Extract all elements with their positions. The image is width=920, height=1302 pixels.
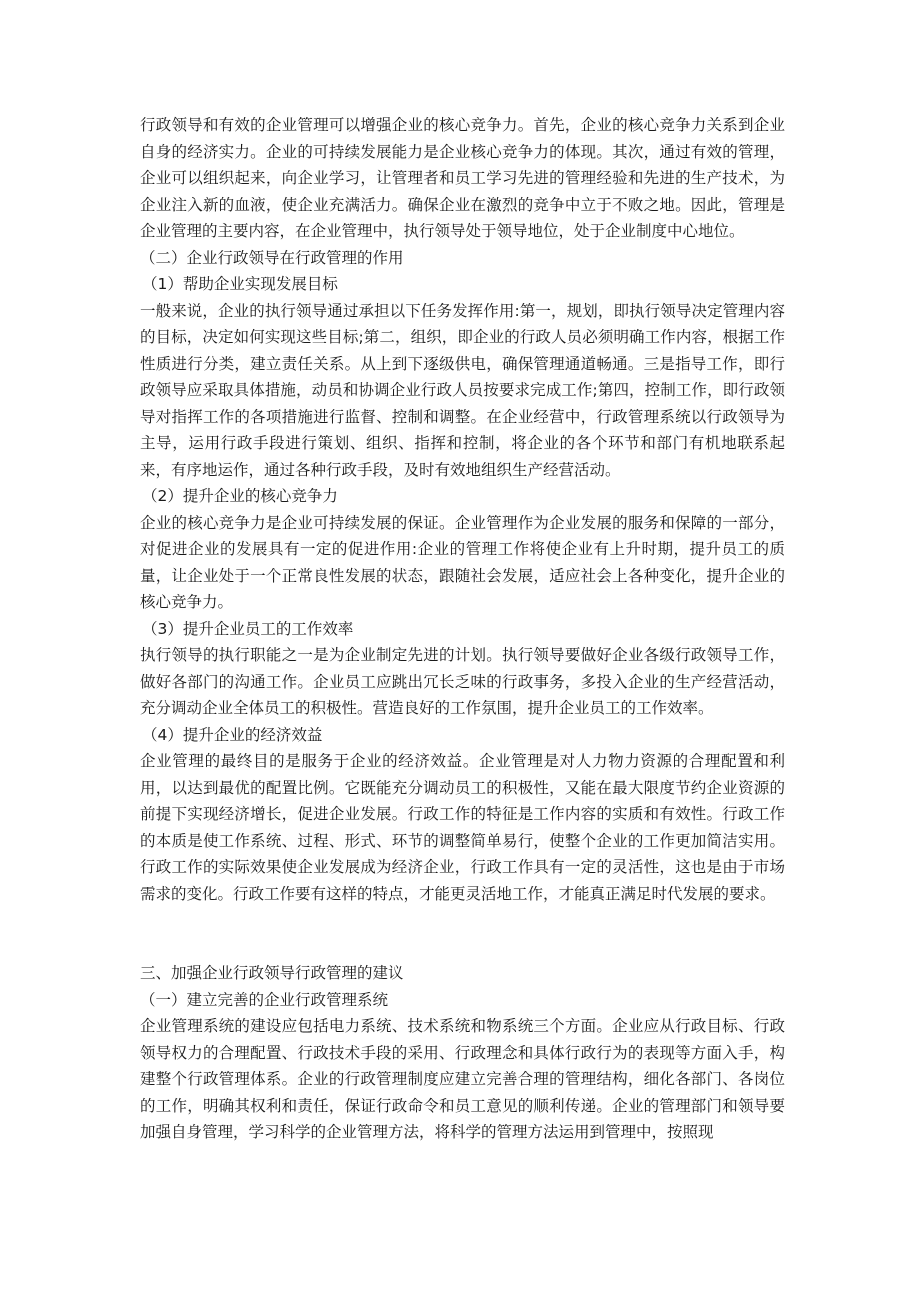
section-gap <box>140 907 785 960</box>
section-heading-role: （二）企业行政领导在行政管理的作用 <box>140 248 404 267</box>
paragraph-system: 企业管理系统的建设应包括电力系统、技术系统和物系统三个方面。企业应从行政目标、行政领导权力的合理配置、行政技术手段的采用、行政理念和具体行政行为的表现等方面入手，构建整个行政管理体系。企业的行政管理制度应建立完善合理的管理结构，细化各部门、各岗位的工作，明确其权利和责任，保证行政命令和员工意见的顺利传递。企业的管理部门和领导要加强自身管理，学习科学的企业管理方法，将科学的管理方法运用到管理中，按照现 <box>140 1017 785 1141</box>
subheading-goals: （1）帮助企业实现发展目标 <box>142 275 338 293</box>
subheading-economic-benefit: （4）提升企业的经济效益 <box>142 725 323 744</box>
subheading-competitiveness: （2）提升企业的核心竞争力 <box>142 487 338 505</box>
section-heading-suggestions: 三、加强企业行政领导行政管理的建议 <box>140 964 404 982</box>
paragraph-goals: 一般来说，企业的执行领导通过承担以下任务发挥作用:第一，规划，即执行领导决定管理内容的目标，决定如何实现这些目标;第二，组织，即企业的行政人员必须明确工作内容，根据工作性质进行分类，建立责任关系。从上到下逐级供电，确保管理通道畅通。三是指导工作，即行政领导应采取具体措施，动员和协调企业行政人员按要求完成工作;第四，控制工作，即行政领导对指挥工作的各项措施进行监督、控制和调整。在企业经营中，行政管理系统以行政领导为主导，运用行政手段进行策划、组织、指挥和控制，将企业的各个环节和部门有机地联系起来，有序地运作，通过各种行政手段，及时有效地组织生产经营活动。 <box>140 301 785 479</box>
subheading-efficiency: （3）提升企业员工的工作效率 <box>142 619 354 638</box>
intro-paragraph: 行政领导和有效的企业管理可以增强企业的核心竞争力。首先，企业的核心竞争力关系到企业自身的经济实力。企业的可持续发展能力是企业核心竞争力的体现。其次，通过有效的管理，企业可以组织起来，向企业学习，让管理者和员工学习先进的管理经验和先进的生产技术，为企业注入新的血液，使企业充满活力。确保企业在激烈的竞争中立于不败之地。因此，管理是企业管理的主要内容，在企业管理中，执行领导处于领导地位，处于企业制度中心地位。 <box>140 116 785 240</box>
subheading-system: （一）建立完善的企业行政管理系统 <box>140 990 389 1009</box>
paragraph-competitiveness: 企业的核心竞争力是企业可持续发展的保证。企业管理作为企业发展的服务和保障的一部分，对促进企业的发展具有一定的促进作用:企业的管理工作将使企业有上升时期，提升员工的质量，让企业处于一个正常良性发展的状态，跟随社会发展，适应社会上各种变化，提升企业的核心竞争力。 <box>140 513 785 611</box>
paragraph-efficiency: 执行领导的执行职能之一是为企业制定先进的计划。执行领导要做好企业各级行政领导工作，做好各部门的沟通工作。企业员工应跳出冗长乏味的行政事务，多投入企业的生产经营活动，充分调动企业全体员工的积极性。营造良好的工作氛围，提升企业员工的工作效率。 <box>140 646 785 717</box>
document-page <box>140 112 785 1146</box>
paragraph-economic-benefit: 企业管理的最终目的是服务于企业的经济效益。企业管理是对人力物力资源的合理配置和利用，以达到最优的配置比例。它既能充分调动员工的积极性，又能在最大限度节约企业资源的前提下实现经济增长，促进企业发展。行政工作的特征是工作内容的实质和有效性。行政工作的本质是使工作系统、过程、形式、环节的调整简单易行，使整个企业的工作更加简洁实用。行政工作的实际效果使企业发展成为经济企业，行政工作具有一定的灵活性，这也是由于市场需求的变化。行政工作要有这样的特点，才能更灵活地工作，才能真正满足时代发展的要求。 <box>140 752 785 903</box>
